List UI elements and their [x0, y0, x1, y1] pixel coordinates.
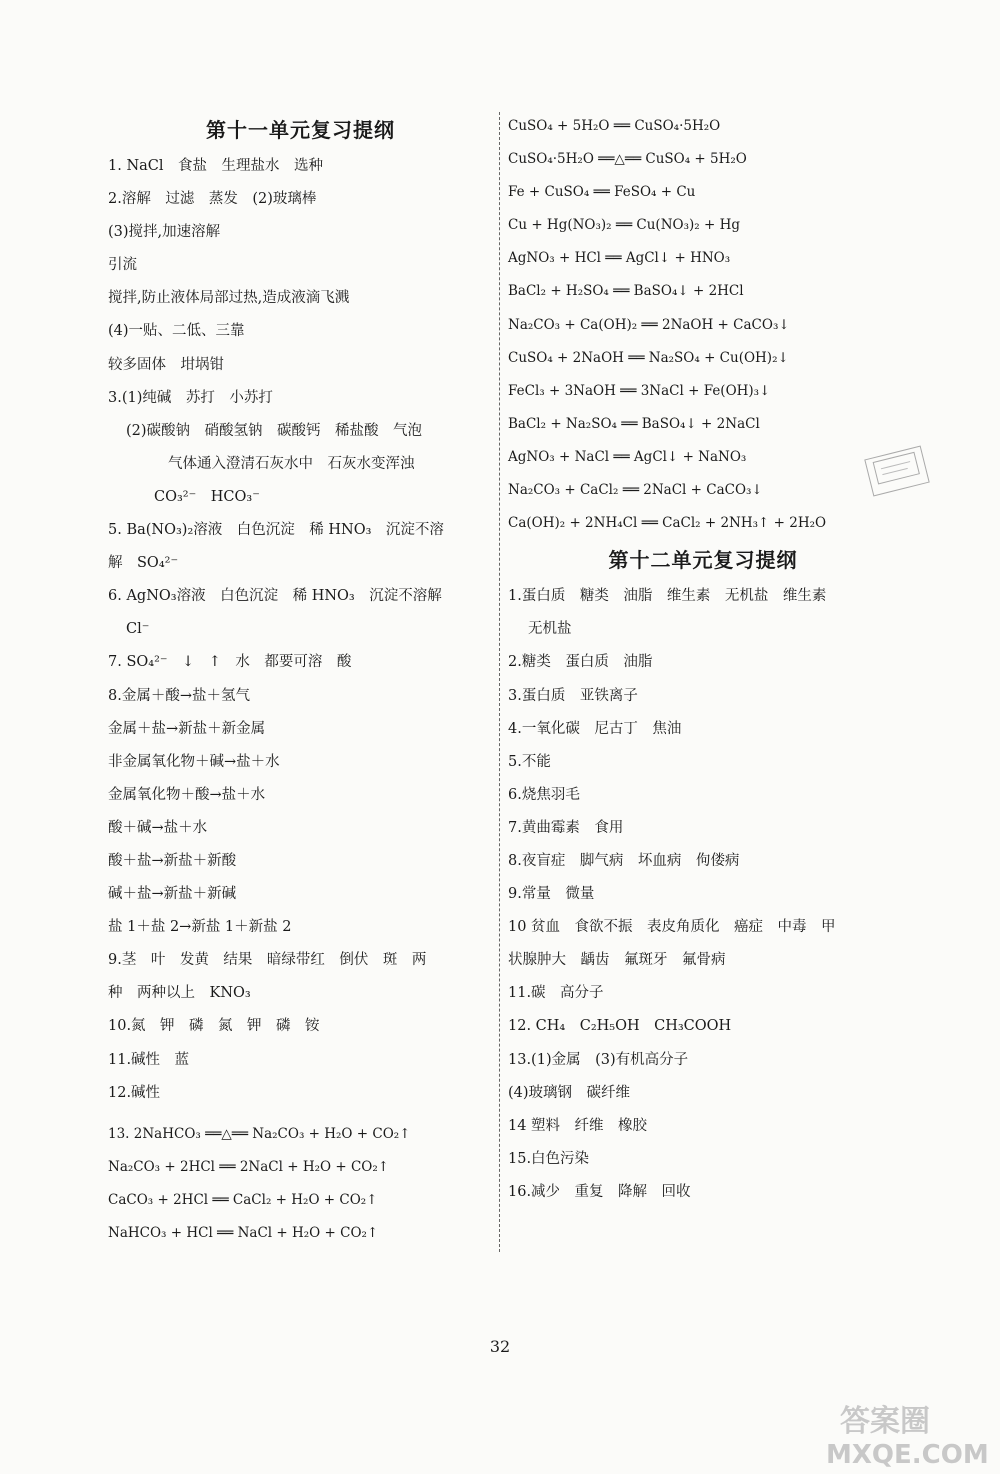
equation-line: FeCl₃ + 3NaOH ══ 3NaCl + Fe(OH)₃↓: [508, 382, 771, 399]
answer-line: (3)搅拌,加速溶解: [108, 224, 221, 241]
answer-line: 盐 1＋盐 2→新盐 1＋新盐 2: [108, 919, 292, 936]
answer-line: 搅拌,防止液体局部过热,造成液滴飞溅: [108, 290, 350, 307]
answer-line: 6. AgNO₃溶液 白色沉淀 稀 HNO₃ 沉淀不溶解: [108, 588, 442, 605]
answer-line: 金属＋盐→新盐＋新金属: [108, 720, 266, 737]
left-column: [108, 110, 493, 1250]
answer-line: 16.减少 重复 降解 回收: [508, 1183, 691, 1200]
answer-line: 11.碱性 蓝: [108, 1051, 190, 1068]
answer-line: 13.(1)金属 (3)有机高分子: [508, 1051, 689, 1068]
answer-line: 5.不能: [508, 753, 551, 770]
equation-line: Na₂CO₃ + CaCl₂ ══ 2NaCl + CaCO₃↓: [508, 482, 763, 499]
equation-line: CuSO₄·5H₂O ══△══ CuSO₄ + 5H₂O: [508, 151, 747, 168]
equation-line: Na₂CO₃ + 2HCl ══ 2NaCl + H₂O + CO₂↑: [108, 1158, 390, 1175]
answer-line: 2.溶解 过滤 蒸发 (2)玻璃棒: [108, 191, 317, 208]
answer-line: 10 贫血 食欲不振 表皮角质化 癌症 中毒 甲: [508, 919, 836, 936]
answer-line: 1.蛋白质 糖类 油脂 维生素 无机盐 维生素: [508, 588, 827, 605]
answer-line: 气体通入澄清石灰水中 石灰水变浑浊: [168, 455, 415, 472]
equation-line: NaHCO₃ + HCl ══ NaCl + H₂O + CO₂↑: [108, 1225, 379, 1241]
equation-line: BaCl₂ + Na₂SO₄ ══ BaSO₄↓ + 2NaCl: [508, 415, 760, 432]
answer-line: 酸＋盐→新盐＋新酸: [108, 852, 237, 869]
answer-line: 种 两种以上 KNO₃: [108, 985, 251, 1002]
answer-line: 酸＋碱→盐＋水: [108, 819, 208, 836]
answer-line: 碱＋盐→新盐＋新碱: [108, 886, 237, 903]
answer-line: 10.氮 钾 磷 氮 钾 磷 铵: [108, 1018, 320, 1035]
answer-line: (2)碳酸钠 硝酸氢钠 碳酸钙 稀盐酸 气泡: [126, 422, 423, 439]
answer-line: 15.白色污染: [508, 1150, 590, 1167]
answer-line: 非金属氧化物＋碱→盐＋水: [108, 753, 280, 770]
equation-line: Na₂CO₃ + Ca(OH)₂ ══ 2NaOH + CaCO₃↓: [508, 316, 790, 333]
answer-line: 无机盐: [528, 621, 572, 638]
unit-11-title: 第十一单元复习提纲: [206, 118, 395, 142]
unit-12-title: 第十二单元复习提纲: [608, 548, 798, 573]
equation-line: Ca(OH)₂ + 2NH₄Cl ══ CaCl₂ + 2NH₃↑ + 2H₂O: [508, 515, 827, 532]
column-divider: [499, 112, 500, 1252]
answer-line: 9.茎 叶 发黄 结果 暗绿带红 倒伏 斑 两: [108, 952, 427, 969]
page-number: 32: [489, 1337, 511, 1356]
right-column: [508, 110, 898, 1209]
answer-line: 11.碳 高分子: [508, 985, 604, 1002]
answer-line: 14 塑料 纤维 橡胶: [508, 1117, 648, 1134]
equation-line: AgNO₃ + NaCl ══ AgCl↓ + NaNO₃: [508, 448, 747, 465]
watermark-logo: [820, 1395, 995, 1470]
answer-line: (4)玻璃钢 碳纤维: [508, 1084, 631, 1101]
answer-line: 金属氧化物＋酸→盐＋水: [108, 786, 266, 803]
answer-line: 状腺肿大 龋齿 氟斑牙 氟骨病: [508, 952, 726, 969]
equation-line: CaCO₃ + 2HCl ══ CaCl₂ + H₂O + CO₂↑: [108, 1191, 378, 1208]
answer-line: 7. SO₄²⁻ ↓ ↑ 水 都要可溶 酸: [108, 654, 352, 671]
answer-line: (4)一贴、二低、三靠: [108, 323, 245, 340]
answer-line: 1. NaCl 食盐 生理盐水 选种: [108, 158, 324, 174]
equation-line: Cu + Hg(NO₃)₂ ══ Cu(NO₃)₂ + Hg: [508, 217, 740, 234]
watermark-text: MXQE.COM: [826, 1440, 989, 1470]
answer-line: 2.糖类 蛋白质 油脂: [508, 654, 653, 671]
answer-line: 引流: [108, 257, 137, 274]
answer-line: 7.黄曲霉素 食用: [508, 819, 624, 836]
answer-line: 5. Ba(NO₃)₂溶液 白色沉淀 稀 HNO₃ 沉淀不溶: [108, 522, 444, 539]
equation-line: 13. 2NaHCO₃ ══△══ Na₂CO₃ + H₂O + CO₂↑: [108, 1125, 411, 1142]
answer-line: 较多固体 坩埚钳: [108, 356, 224, 373]
equation-line: CuSO₄ + 5H₂O ══ CuSO₄·5H₂O: [508, 118, 721, 134]
answer-line: CO₃²⁻ HCO₃⁻: [154, 488, 260, 505]
answer-line: 3.(1)纯碱 苏打 小苏打: [108, 389, 273, 406]
watermark-top: 答案圈: [840, 1404, 930, 1439]
answer-line: 9.常量 微量: [508, 886, 595, 903]
answer-line: 12.碱性: [108, 1084, 161, 1101]
equation-line: AgNO₃ + HCl ══ AgCl↓ + HNO₃: [508, 250, 731, 267]
answer-line: 6.烧焦羽毛: [508, 786, 580, 803]
equation-line: Fe + CuSO₄ ══ FeSO₄ + Cu: [508, 184, 696, 201]
answer-line: 3.蛋白质 亚铁离子: [508, 687, 638, 704]
answer-line: 12. CH₄ C₂H₅OH CH₃COOH: [508, 1018, 732, 1035]
answer-line: Cl⁻: [126, 621, 150, 638]
answer-line: 解 SO₄²⁻: [108, 555, 179, 572]
answer-line: 8.夜盲症 脚气病 坏血病 佝偻病: [508, 852, 740, 869]
answer-line: 4.一氧化碳 尼古丁 焦油: [508, 720, 682, 737]
equation-line: CuSO₄ + 2NaOH ══ Na₂SO₄ + Cu(OH)₂↓: [508, 349, 789, 366]
answer-line: 8.金属＋酸→盐＋氢气: [108, 687, 250, 704]
equation-line: BaCl₂ + H₂SO₄ ══ BaSO₄↓ + 2HCl: [508, 283, 744, 300]
